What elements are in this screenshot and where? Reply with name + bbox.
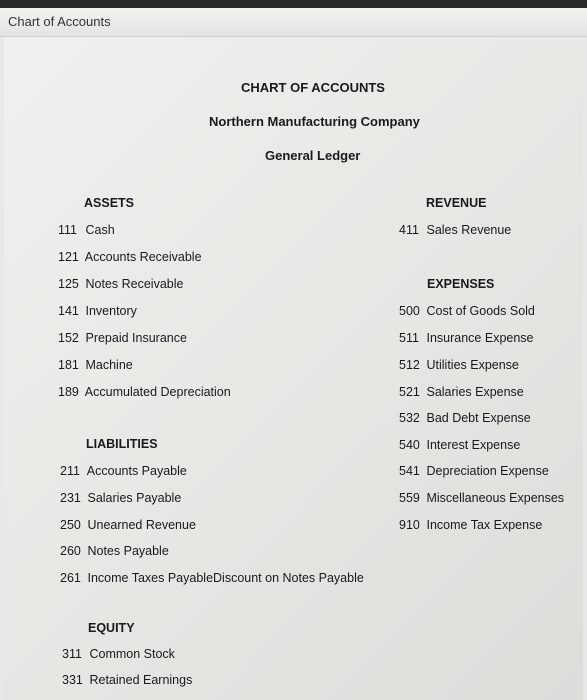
revenue-heading: REVENUE [426, 196, 487, 210]
account-row: 532 Bad Debt Expense [399, 411, 531, 425]
account-row: 189 Accumulated Depreciation [58, 385, 231, 399]
document-title: CHART OF ACCOUNTS [241, 80, 385, 95]
account-row: 231 Salaries Payable [60, 491, 182, 505]
assets-heading: ASSETS [84, 196, 135, 210]
account-row: 261 Income Taxes PayableDiscount on Notes Payable [60, 571, 364, 585]
equity-heading: EQUITY [88, 621, 135, 635]
account-row: 500 Cost of Goods Sold [399, 304, 535, 318]
account-row: 111 Cash [58, 223, 115, 237]
account-row: 559 Miscellaneous Expenses [399, 491, 565, 505]
ledger-subtitle: General Ledger [265, 148, 361, 163]
account-row: 311 Common Stock [62, 647, 175, 661]
account-row: 512 Utilities Expense [399, 358, 519, 372]
account-row: 260 Notes Payable [60, 544, 169, 558]
account-row: 540 Interest Expense [399, 438, 521, 452]
expenses-heading: EXPENSES [427, 277, 495, 291]
company-name: Northern Manufacturing Company [209, 114, 420, 129]
account-row: 541 Depreciation Expense [399, 464, 549, 478]
window-title: Chart of Accounts [8, 14, 111, 29]
account-row: 411 Sales Revenue [399, 223, 512, 237]
account-row: 211 Accounts Payable [60, 464, 187, 478]
account-row: 181 Machine [58, 358, 133, 372]
window-titlebar [0, 8, 587, 37]
top-frame [0, 0, 587, 8]
account-row: 910 Income Tax Expense [399, 518, 543, 532]
account-row: 152 Prepaid Insurance [58, 331, 187, 345]
account-row: 250 Unearned Revenue [60, 518, 196, 532]
account-row: 511 Insurance Expense [399, 331, 534, 345]
liabilities-heading: LIABILITIES [86, 437, 158, 451]
account-row: 121 Accounts Receivable [58, 250, 202, 264]
account-row: 125 Notes Receivable [58, 277, 184, 291]
account-row: 331 Retained Earnings [62, 673, 193, 687]
document-page [4, 37, 583, 700]
account-row: 141 Inventory [58, 304, 137, 318]
account-row: 521 Salaries Expense [399, 385, 524, 399]
